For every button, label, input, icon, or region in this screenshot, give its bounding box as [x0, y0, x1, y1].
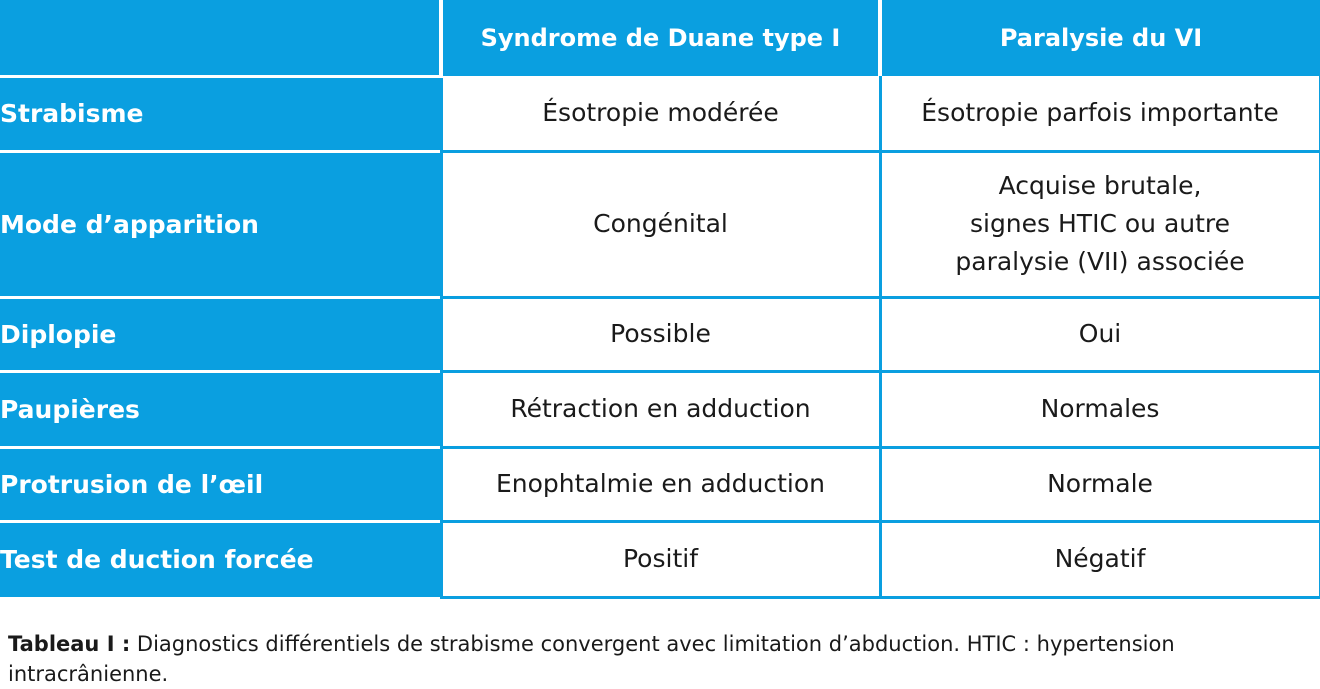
- cell-line: signes HTIC ou autre: [969, 209, 1231, 238]
- table-row: [0, 521, 1320, 597]
- cell-line: Acquise brutale,: [998, 171, 1202, 200]
- table-row: [0, 76, 1320, 151]
- cell-vi: Normale: [880, 447, 1320, 521]
- cell-duane: Enophtalmie en adduction: [441, 447, 880, 521]
- cell-duane: Positif: [441, 521, 880, 597]
- cell-duane: Possible: [441, 297, 880, 371]
- column-header-vi: Paralysie du VI: [880, 0, 1320, 76]
- table-row: [0, 447, 1320, 521]
- row-label-strabisme: Strabisme: [0, 76, 441, 151]
- row-label-test-duction: Test de duction forcée: [0, 521, 441, 597]
- cell-vi: Négatif: [880, 521, 1320, 597]
- cell-duane: Rétraction en adduction: [441, 371, 880, 447]
- table-corner-cell: [0, 0, 441, 76]
- caption-label: Tableau I :: [8, 632, 131, 656]
- row-label-mode-apparition: Mode d’apparition: [0, 151, 441, 297]
- cell-vi: Ésotropie parfois importante: [880, 76, 1320, 151]
- cell-duane: Congénital: [441, 151, 880, 297]
- cell-vi: Oui: [880, 297, 1320, 371]
- cell-line: paralysie (VII) associée: [955, 247, 1245, 276]
- cell-vi: Normales: [880, 371, 1320, 447]
- caption-text: Diagnostics différentiels de strabisme convergent avec limitation d’abduction. HTIC : hypertension intracrânienne.: [8, 632, 1175, 686]
- table-row: [0, 151, 1320, 297]
- cell-vi-multiline: [880, 151, 1320, 297]
- row-label-paupieres: Paupières: [0, 371, 441, 447]
- cell-duane: Ésotropie modérée: [441, 76, 880, 151]
- table-row: [0, 297, 1320, 371]
- row-label-diplopie: Diplopie: [0, 297, 441, 371]
- table-row: [0, 371, 1320, 447]
- column-header-duane: Syndrome de Duane type I: [441, 0, 880, 76]
- table-caption: [8, 629, 1316, 689]
- table-header-row: [0, 0, 1320, 76]
- row-label-protrusion: Protrusion de l’œil: [0, 447, 441, 521]
